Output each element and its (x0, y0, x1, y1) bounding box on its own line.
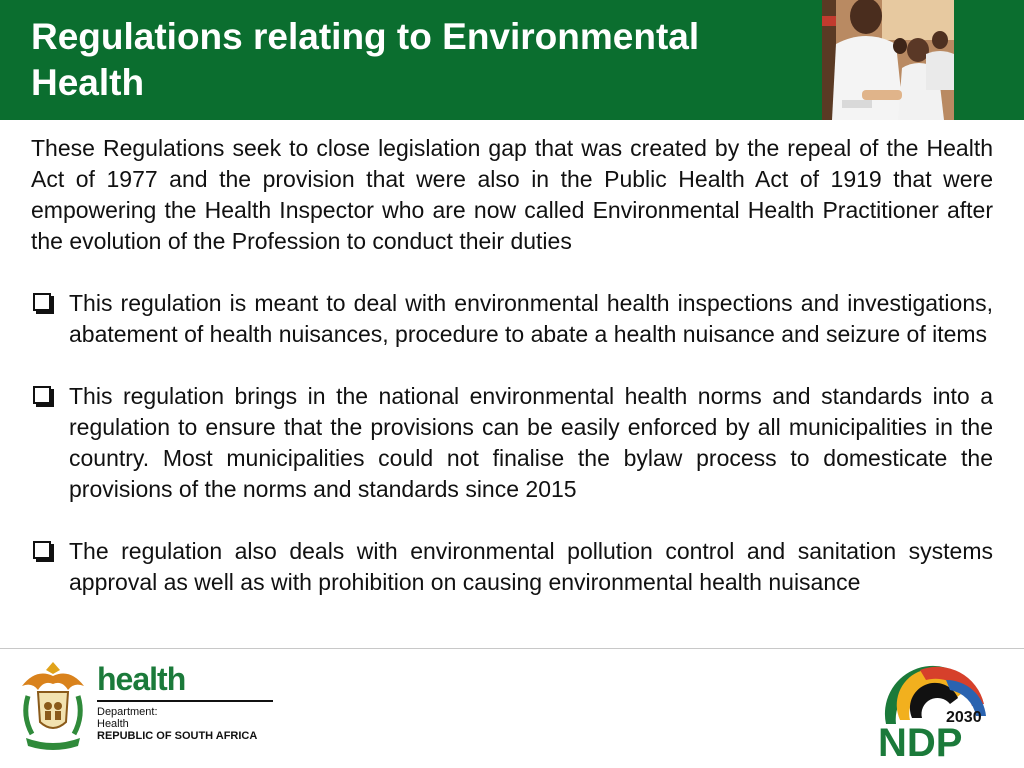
department-label (97, 706, 257, 742)
department-line-2: Health (97, 718, 129, 730)
checkbox-bullet-icon (33, 541, 51, 559)
department-line-1: Department: (97, 706, 158, 718)
footer-divider (0, 648, 1024, 649)
bullet-text: This regulation is meant to deal with environmental health inspections and investigations, abatement of health nuisances, procedure to abate a health nuisance and seizure of items (69, 290, 993, 347)
bullet-list (31, 288, 993, 598)
intro-paragraph: These Regulations seek to close legislation gap that was created by the repeal of the Health Act of 1977 and the provision that were also in the Public Health Act of 1919 that were empowering the Health Inspector who are now called Environmental Health Practitioner after the evolution of the Profession to conduct their duties (31, 135, 993, 254)
checkbox-bullet-icon (33, 386, 51, 404)
checkbox-bullet-icon (33, 293, 51, 311)
ndp-text: NDP (878, 721, 963, 760)
bullet-text: The regulation also deals with environmental pollution control and sanitation systems approval as well as with prohibition on causing environmental health nuisance (69, 538, 993, 595)
slide-body (31, 133, 993, 598)
bullet-item (31, 536, 993, 598)
slide-title: Regulations relating to Environmental Health (31, 16, 700, 103)
bullet-text: This regulation brings in the national environmental health norms and standards into a regulation to ensure that the provisions can be easily enforced by all municipalities in the country. Most municipalities could not finalise the bylaw process to domesticate the provisions of the norms and standards since 2015 (69, 383, 993, 502)
ndp-logo-icon (876, 660, 992, 760)
ndp-year: 2030 (946, 709, 982, 726)
title-banner (0, 0, 1024, 120)
bullet-item (31, 288, 993, 350)
health-logo-rule (97, 700, 273, 702)
bullet-item (31, 381, 993, 505)
coat-of-arms-icon (16, 656, 90, 752)
header-photo (822, 0, 954, 120)
health-logo-word: health (97, 661, 186, 697)
country-label: REPUBLIC OF SOUTH AFRICA (97, 730, 258, 742)
